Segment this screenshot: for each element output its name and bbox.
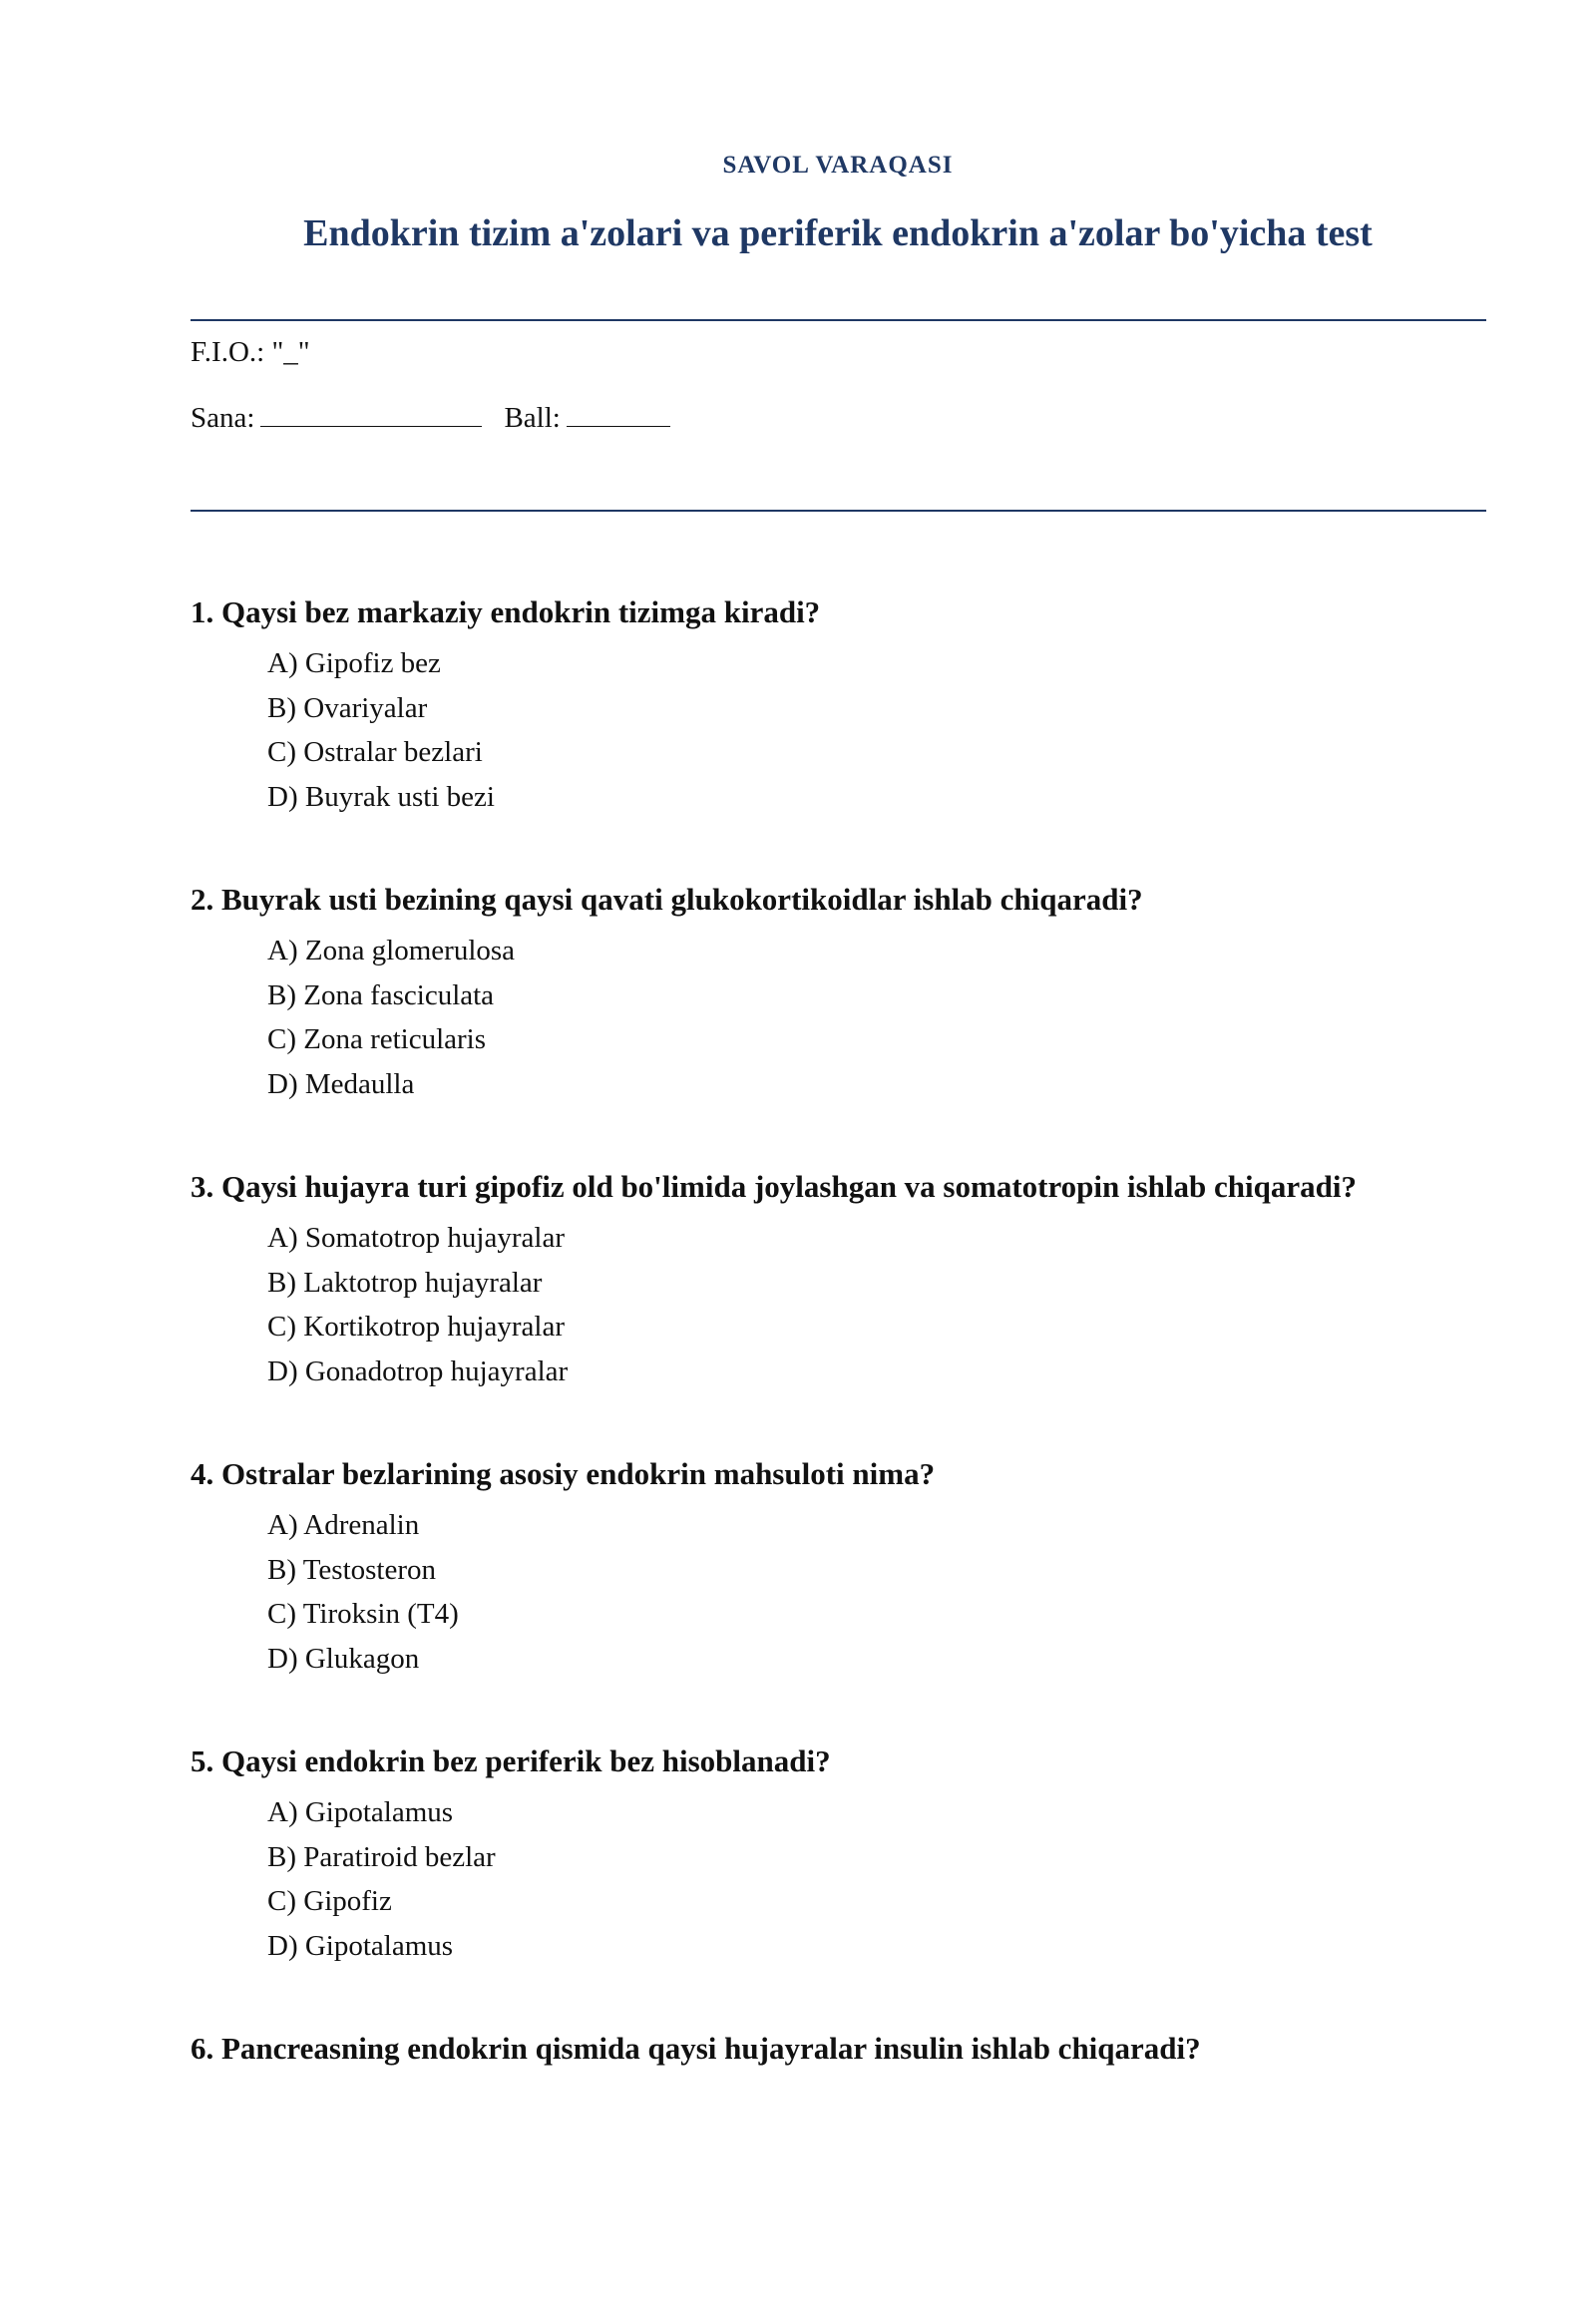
option-list [191,929,1487,1106]
date-blank-line [260,425,482,427]
option-d: D) Gonadotrop hujayralar [267,1354,569,1387]
fio-field: F.I.O.: "_" [191,336,310,368]
option-c: C) Ostralar bezlari [267,736,483,768]
question-text: 2. Buyrak usti bezining qaysi qavati glukokortikoidlar ishlab chiqaradi? [191,882,1143,917]
option-a: A) Gipotalamus [267,1796,454,1828]
document-title: Endokrin tizim a'zolari va periferik endokrin a'zolar bo'yicha test [303,212,1373,254]
option-list [191,1216,1487,1393]
option-c: C) Tiroksin (T4) [267,1598,459,1630]
question-1 [191,591,1487,879]
question-6 [191,2028,1487,2315]
date-score-row [191,402,670,435]
option-b: B) Paratiroid bezlar [267,1840,496,1873]
option-a: A) Adrenalin [267,1509,420,1541]
option-a: A) Zona glomerulosa [267,935,516,966]
option-a: A) Gipofiz bez [267,647,441,679]
option-b: B) Ovariyalar [267,691,428,724]
header-divider-bottom [191,510,1486,512]
question-3 [191,1166,1487,1453]
option-c: C) Gipofiz [267,1885,392,1917]
option-list [191,1503,1487,1681]
question-text: 4. Ostralar bezlarining asosiy endokrin mahsuloti nima? [191,1456,936,1491]
option-list [191,1790,1487,1968]
question-4 [191,1453,1487,1740]
question-text: 6. Pancreasning endokrin qismida qaysi hujayralar insulin ishlab chiqaradi? [191,2031,1201,2066]
date-label: Sana: [191,402,255,434]
score-blank-line [567,425,670,427]
score-label: Ball: [504,402,561,434]
option-c: C) Zona reticularis [267,1023,487,1055]
option-b: B) Laktotrop hujayralar [267,1266,543,1299]
question-text: 5. Qaysi endokrin bez periferik bez hisoblanadi? [191,1743,831,1778]
option-d: D) Glukagon [267,1642,420,1675]
option-d: D) Medaulla [267,1067,415,1100]
question-5 [191,1740,1487,2028]
option-d: D) Gipotalamus [267,1929,454,1962]
option-list [191,641,1487,819]
question-list [191,591,1487,2315]
option-b: B) Testosteron [267,1553,437,1586]
question-2 [191,879,1487,1166]
question-text: 1. Qaysi bez markaziy endokrin tizimga kiradi? [191,594,821,629]
header-divider-top [191,319,1486,321]
option-d: D) Buyrak usti bezi [267,780,495,813]
question-text: 3. Qaysi hujayra turi gipofiz old bo'limida joylashgan va somatotropin ishlab chiqaradi? [191,1169,1357,1204]
option-c: C) Kortikotrop hujayralar [267,1311,565,1343]
option-b: B) Zona fasciculata [267,978,495,1011]
document-label: SAVOL VARAQASI [722,152,954,179]
option-a: A) Somatotrop hujayralar [267,1222,565,1254]
